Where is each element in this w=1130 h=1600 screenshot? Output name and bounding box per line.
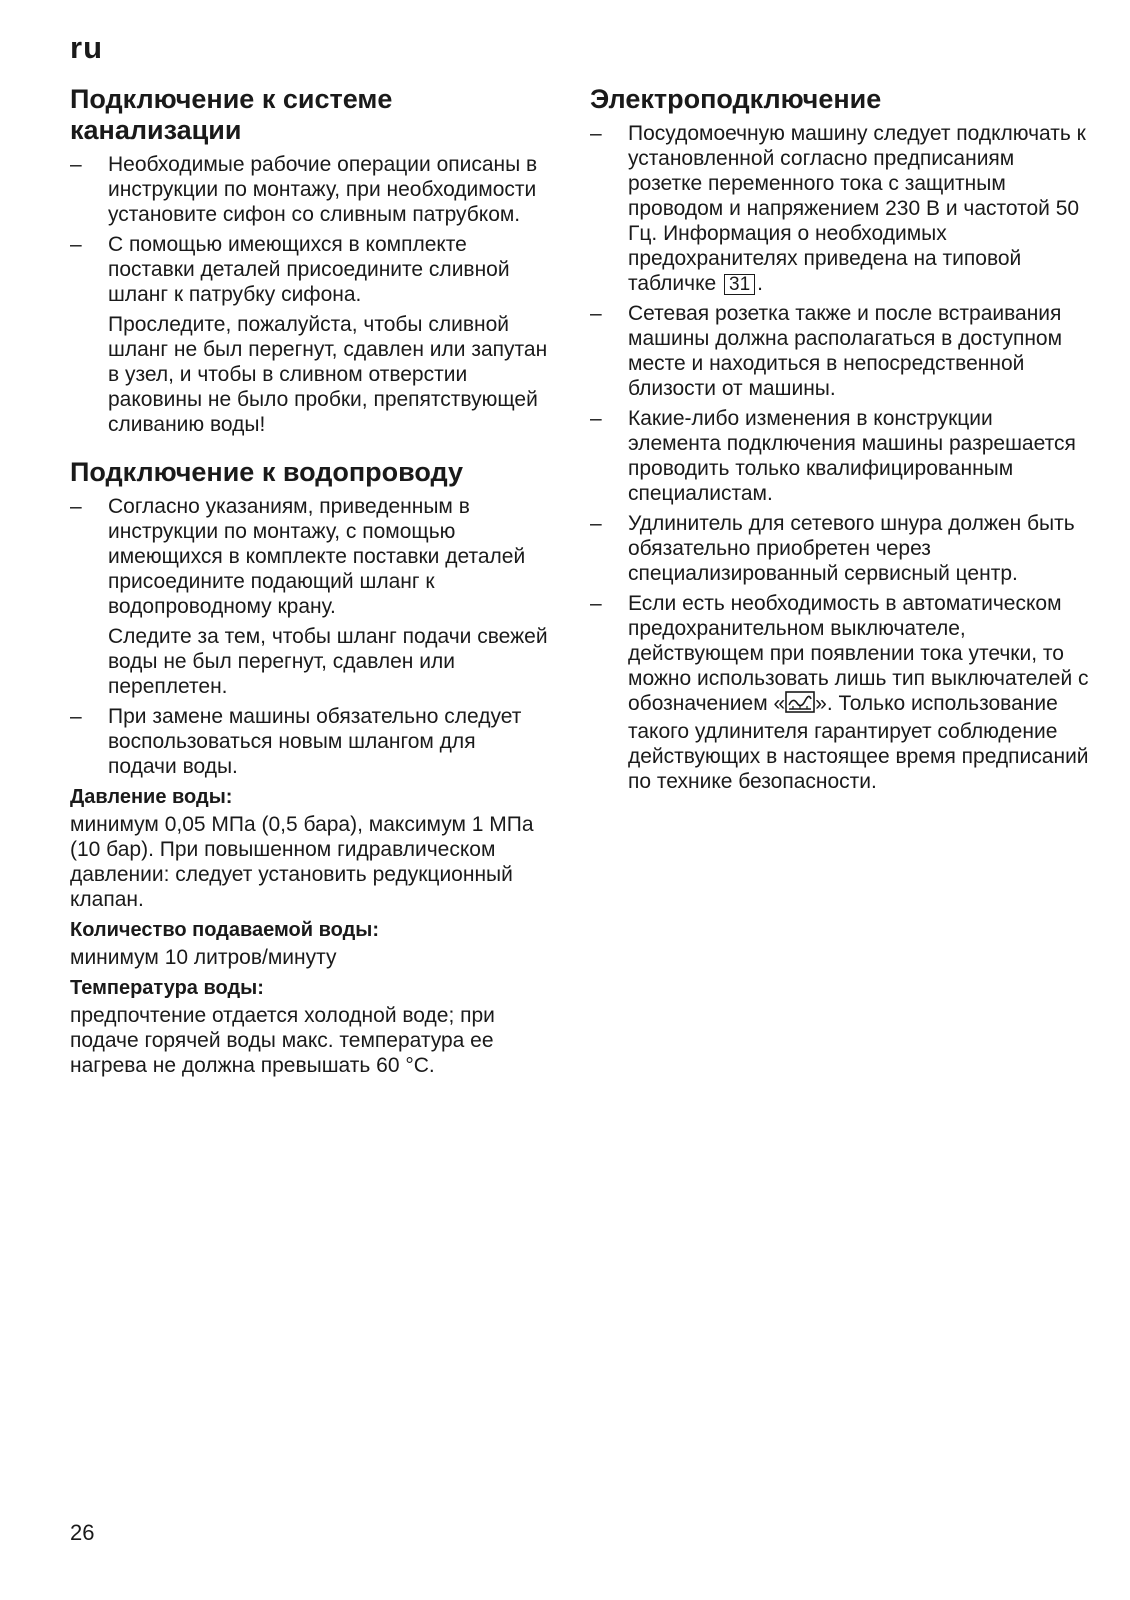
pressure-label: Давление воды: (70, 786, 233, 808)
water-item-2: При замене машины обязательно следует воспользоваться новым шлангом для подачи воды. (108, 705, 522, 778)
electrical-item-2: Сетевая розетка также и после встраивания машины должна располагаться в доступном месте и находиться в непосредственной близости от машины. (628, 302, 1063, 400)
electrical-item-3: Какие-либо изменения в конструкции элемента подключения машины разрешается проводить только квалифицированным специалистам. (628, 407, 1076, 505)
language-code: ru (70, 30, 103, 65)
electrical-heading: Электроподключение (590, 84, 882, 114)
dash-bullet: – (70, 153, 82, 176)
list-item (70, 494, 550, 619)
list-item (70, 232, 550, 307)
drain-heading-line1: Подключение к системе (70, 84, 393, 114)
electrical-item-4: Удлинитель для сетевого шнура должен быть обязательно приобретен через специализированный сервисный центр. (628, 512, 1075, 585)
flow-text: минимум 10 литров/минуту (70, 946, 337, 969)
drain-note: Проследите, пожалуйста, чтобы сливной шланг не был перегнут, сдавлен или запутан в узел, и чтобы в сливном отверстии раковины не было пробки, препятствующей сливанию воды! (108, 313, 548, 436)
list-item (590, 406, 1090, 506)
dash-bullet: – (590, 592, 602, 615)
dash-bullet: – (70, 233, 82, 256)
drain-heading-line2: канализации (70, 115, 242, 145)
page-number: 26 (70, 1520, 95, 1545)
rating-plate-reference-badge: 31 (724, 274, 755, 295)
drain-item-1: Необходимые рабочие операции описаны в инструкции по монтажу, при необходимости установите сифон со сливным патрубком. (108, 153, 538, 226)
dash-bullet: – (590, 512, 602, 535)
water-heading: Подключение к водопроводу (70, 457, 464, 487)
list-item (590, 511, 1090, 586)
drain-heading (70, 84, 550, 146)
dash-bullet: – (590, 407, 602, 430)
dash-bullet: – (70, 705, 82, 728)
left-column (70, 84, 550, 1082)
drain-item-2: С помощью имеющихся в комплекте поставки деталей присоедините сливной шланг к патрубку сифона. (108, 233, 510, 306)
list-item (70, 152, 550, 227)
water-item-1: Согласно указаниям, приведенным в инструкции по монтажу, с помощью имеющихся в комплекте поставки деталей присоедините подающий шланг к водопроводному крану. (108, 495, 526, 618)
dash-bullet: – (590, 302, 602, 325)
electrical-item-1: Посудомоечную машину следует подключать к установленной согласно предписаниям розетке переменного тока с защитным проводом и напряжением 230 В и частотой 50 Гц. Информация о необходимых предохранителях приведена на типовой табличке (628, 122, 1086, 295)
right-column (590, 84, 1090, 799)
water-note: Следите за тем, чтобы шланг подачи свежей воды не был перегнут, сдавлен или переплетен. (108, 625, 548, 698)
dash-bullet: – (70, 495, 82, 518)
list-item (70, 704, 550, 779)
flow-label: Количество подаваемой воды: (70, 919, 380, 941)
list-item (590, 301, 1090, 401)
pressure-text: минимум 0,05 МПа (0,5 бара), максимум 1 МПа (10 бар). При повышенном гидравлическом давлении: следует установить редукционный клапан. (70, 813, 534, 911)
dash-bullet: – (590, 122, 602, 145)
temperature-label: Температура воды: (70, 977, 264, 999)
electrical-item-5: Если есть необходимость в автоматическом предохранительном выключателе, действующем при появлении тока утечки, то можно использовать лишь тип выключателей с обозначением « (628, 592, 1089, 715)
electrical-item-5-end: ». Только использование такого удлинителя гарантирует соблюдение действующих в настоящее время предписаний по технике безопасности. (628, 692, 1089, 793)
electrical-item-1-end: . (757, 272, 764, 295)
list-item (590, 591, 1090, 794)
temperature-text: предпочтение отдается холодной воде; при подаче горячей воды макс. температура ее нагрева не должна превышать 60 °C. (70, 1004, 495, 1077)
list-item (590, 121, 1090, 296)
wave-icon (785, 691, 815, 719)
